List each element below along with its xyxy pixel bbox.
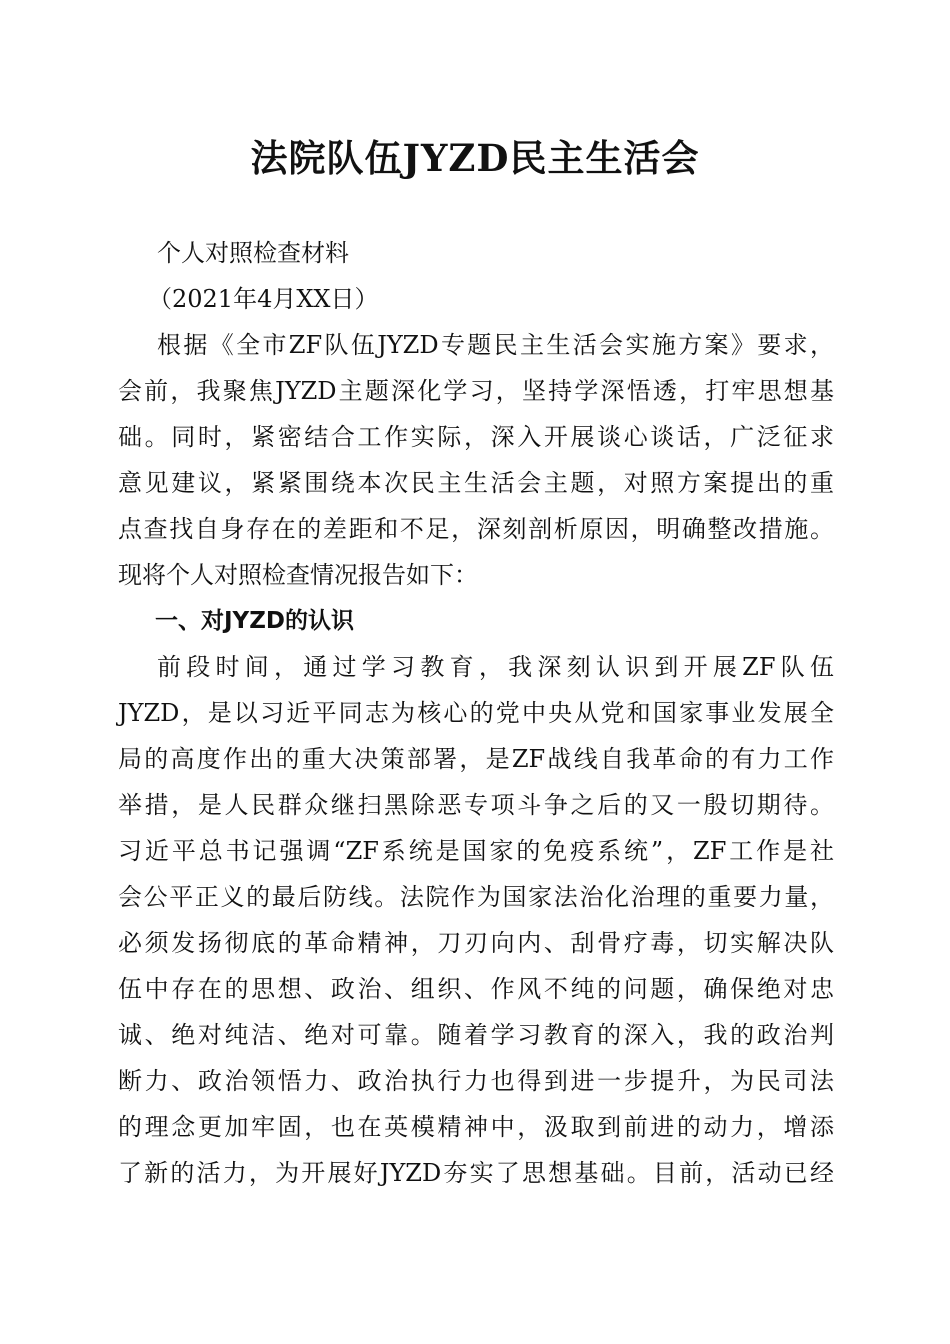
document-body: [118, 230, 834, 1196]
intro-line: 意见建议，紧紧围绕本次民主生活会主题，对照方案提出的重: [118, 469, 834, 497]
section-line: 诚、绝对纯洁、绝对可靠。随着学习教育的深入，我的政治判: [118, 1021, 834, 1049]
document-date: （2021年4月XX日）: [148, 285, 379, 313]
section-line: 习近平总书记强调“ZF系统是国家的免疫系统”，ZF工作是社: [118, 837, 834, 865]
section-line: JYZD，是以习近平同志为核心的党中央从党和国家事业发展全: [118, 699, 834, 727]
section-line: 前段时间，通过学习教育，我深刻认识到开展ZF队伍: [157, 653, 834, 681]
intro-line: 点查找自身存在的差距和不足，深刻剖析原因，明确整改措施。: [118, 515, 834, 543]
section-heading: 一、对JYZD的认识: [155, 608, 354, 634]
intro-line: 现将个人对照检查情况报告如下：: [118, 561, 478, 589]
section-line: 的理念更加牢固，也在英模精神中，汲取到前进的动力，增添: [118, 1113, 834, 1141]
document-subtitle: 个人对照检查材料: [157, 239, 349, 267]
section-line: 必须发扬彻底的革命精神，刀刃向内、刮骨疗毒，切实解决队: [118, 929, 834, 957]
section-line: 会公平正义的最后防线。法院作为国家法治化治理的重要力量，: [118, 883, 834, 911]
intro-line: 根据《全市ZF队伍JYZD专题民主生活会实施方案》要求，: [157, 331, 834, 359]
section-line: 举措，是人民群众继扫黑除恶专项斗争之后的又一殷切期待。: [118, 791, 834, 819]
intro-line: 础。同时，紧密结合工作实际，深入开展谈心谈话，广泛征求: [118, 423, 834, 451]
section-line: 伍中存在的思想、政治、组织、作风不纯的问题，确保绝对忠: [118, 975, 834, 1003]
section-line: 了新的活力，为开展好JYZD夯实了思想基础。目前，活动已经: [118, 1159, 834, 1187]
section-line: 断力、政治领悟力、政治执行力也得到进一步提升，为民司法: [118, 1067, 834, 1095]
intro-line: 会前，我聚焦JYZD主题深化学习，坚持学深悟透，打牢思想基: [118, 377, 834, 405]
document-title: 法院队伍JYZD民主生活会: [250, 136, 700, 180]
section-line: 局的高度作出的重大决策部署，是ZF战线自我革命的有力工作: [118, 745, 834, 773]
